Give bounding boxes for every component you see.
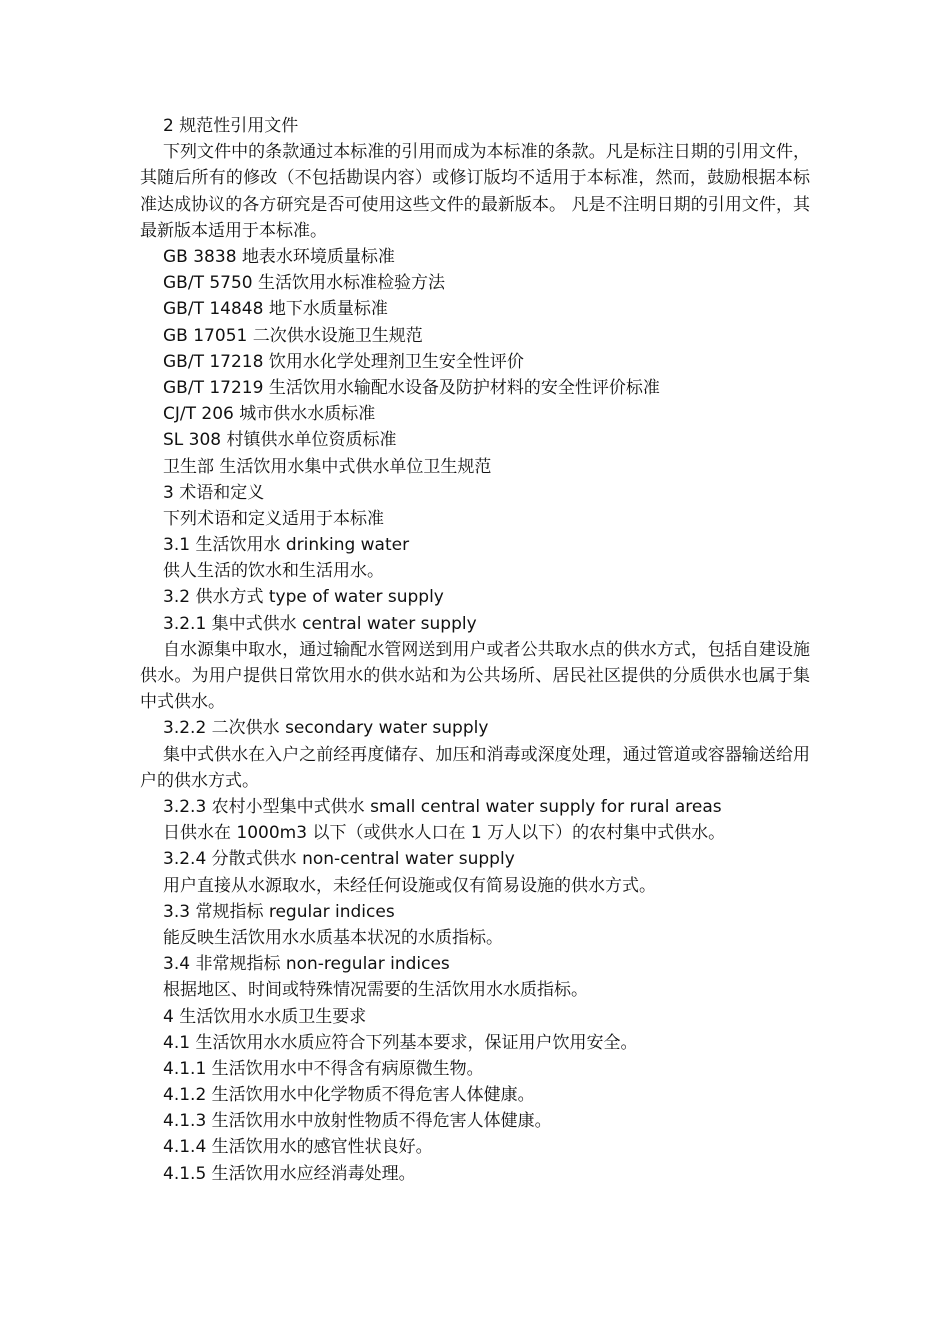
term-3-2-3: 3.2.3 农村小型集中式供水 small central water supply for rural areas — [163, 797, 722, 818]
section-4-heading: 4 生活饮用水水质卫生要求 — [163, 1006, 367, 1027]
term-3-2-1: 3.2.1 集中式供水 central water supply — [163, 613, 477, 634]
term-3-2: 3.2 供水方式 type of water supply — [163, 587, 444, 608]
reference-item: GB/T 5750 生活饮用水标准检验方法 — [163, 273, 446, 294]
section-3-heading: 3 术语和定义 — [163, 482, 265, 503]
definition-3-2-2: 集中式供水在入户之前经再度储存、加压和消毒或深度处理，通过管道或容器输送给用户的供水方式。 — [140, 744, 810, 791]
reference-item: GB/T 17219 生活饮用水输配水设备及防护材料的安全性评价标准 — [163, 377, 660, 398]
section-2-heading: 2 规范性引用文件 — [163, 116, 299, 136]
section-3-intro: 下列术语和定义适用于本标准 — [163, 508, 384, 529]
document-page — [140, 113, 810, 1187]
definition-3-3: 能反映生活饮用水水质基本状况的水质指标。 — [163, 927, 503, 948]
reference-item: GB/T 17218 饮用水化学处理剂卫生安全性评价 — [163, 351, 524, 372]
requirement-item: 4.1.5 生活饮用水应经消毒处理。 — [163, 1163, 416, 1184]
term-3-1: 3.1 生活饮用水 drinking water — [163, 535, 410, 556]
requirement-item: 4.1 生活饮用水水质应符合下列基本要求，保证用户饮用安全。 — [163, 1032, 638, 1053]
reference-item: SL 308 村镇供水单位资质标准 — [163, 430, 397, 451]
reference-item: GB/T 14848 地下水质量标准 — [163, 299, 388, 320]
definition-3-2-3: 日供水在 1000m3 以下（或供水人口在 1 万人以下）的农村集中式供水。 — [163, 823, 726, 844]
definition-3-2-4: 用户直接从水源取水，未经任何设施或仅有简易设施的供水方式。 — [163, 875, 656, 896]
definition-3-4: 根据地区、时间或特殊情况需要的生活饮用水水质指标。 — [163, 980, 588, 1001]
term-3-4: 3.4 非常规指标 non-regular indices — [163, 954, 450, 975]
term-3-3: 3.3 常规指标 regular indices — [163, 901, 395, 922]
requirement-item: 4.1.1 生活饮用水中不得含有病原微生物。 — [163, 1058, 484, 1079]
definition-3-2-1: 自水源集中取水，通过输配水管网送到用户或者公共取水点的供水方式，包括自建设施供水。为用户提供日常饮用水的供水站和为公共场所、居民社区提供的分质供水也属于集中式供水。 — [140, 639, 810, 713]
definition-3-1: 供人生活的饮水和生活用水。 — [163, 561, 384, 582]
section-2-intro: 下列文件中的条款通过本标准的引用而成为本标准的条款。凡是标注日期的引用文件，其随后所有的修改（不包括勘误内容）或修订版均不适用于本标准，然而，鼓励根据本标准达成协议的各方研究是否可使用这些文件的最新版本。 凡是不注明日期的引用文件，其最新版本适用于本标准。 — [140, 142, 810, 241]
requirement-item: 4.1.3 生活饮用水中放射性物质不得危害人体健康。 — [163, 1111, 552, 1132]
reference-item: GB 3838 地表水环境质量标准 — [163, 247, 395, 267]
requirement-item: 4.1.4 生活饮用水的感官性状良好。 — [163, 1137, 433, 1158]
term-3-2-2: 3.2.2 二次供水 secondary water supply — [163, 718, 489, 739]
reference-item: GB 17051 二次供水设施卫生规范 — [163, 325, 423, 346]
reference-item: CJ/T 206 城市供水水质标准 — [163, 404, 376, 425]
term-3-2-4: 3.2.4 分散式供水 non-central water supply — [163, 849, 515, 870]
requirement-item: 4.1.2 生活饮用水中化学物质不得危害人体健康。 — [163, 1085, 535, 1106]
reference-item: 卫生部 生活饮用水集中式供水单位卫生规范 — [163, 456, 492, 477]
